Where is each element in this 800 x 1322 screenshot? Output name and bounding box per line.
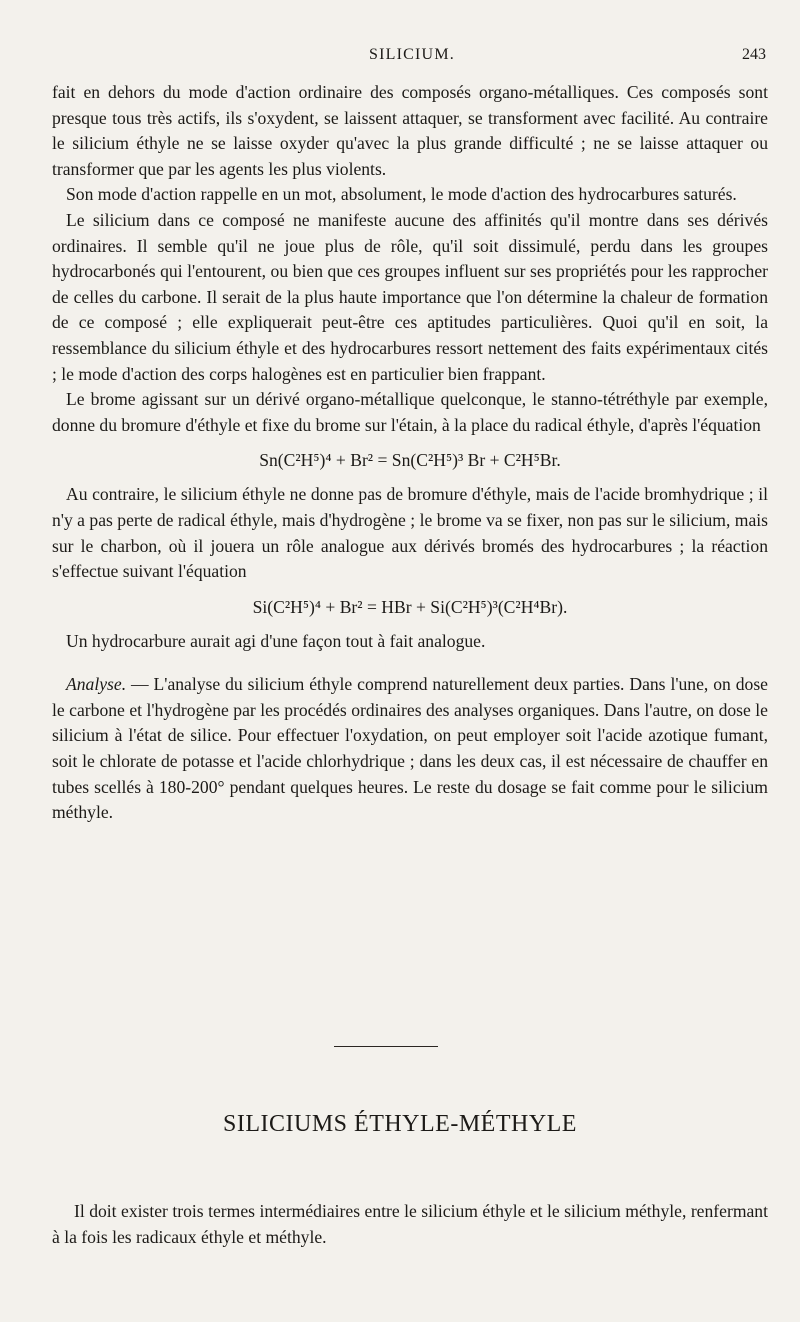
running-head — [52, 46, 772, 70]
body-text — [52, 80, 768, 826]
page-number: 243 — [742, 46, 766, 63]
analysis-lead: Analyse. — [66, 674, 127, 695]
section-body — [52, 1198, 768, 1250]
equation-silicium-brome: Si(C²H⁵)⁴ + Br² = HBr + Si(C²H⁵)³(C²H⁴Br). — [252, 596, 568, 617]
paragraph-hydrocarbure-analogue: Un hydrocarbure aurait agi d'une façon tout à fait analogue. — [66, 630, 486, 651]
paragraph-silicium-affinites: Le silicium dans ce composé ne manifeste aucune des affinités qu'il montre dans ses dérivés ordinaires. Il semble qu'il ne joue plus de rôle, qu'il soit dissimulé, perdu dans les groupes hydrocarbonés qui l'entourent, ou bien que ces groupes influent sur ses propriétés pour les rapprocher de celles du carbone. Il serait de la plus haute importance que l'on détermine la chaleur de formation de ce composé ; elle expliquerait peut-être ces aptitudes particulières. Quoi qu'il en soit, la ressemblance du silicium éthyle et des hydrocarbures ressort nettement des faits expérimentaux cités ; le mode d'action des corps halogènes est en particulier bien frappant. — [52, 209, 768, 384]
section-heading: SILICIUMS ÉTHYLE-MÉTHYLE — [223, 1111, 577, 1137]
paragraph-brome: Le brome agissant sur un dérivé organo-métallique quelconque, le stanno-tétréthyle par exemple, donne du bromure d'éthyle et fixe du brome sur l'étain, à la place du radical éthyle, d'après l'équation — [52, 389, 768, 435]
paragraph-hydrocarbures: Son mode d'action rappelle en un mot, absolument, le mode d'action des hydrocarbures saturés. — [66, 184, 737, 205]
running-title: SILICIUM. — [369, 46, 455, 63]
analysis-text: — L'analyse du silicium éthyle comprend naturellement deux parties. Dans l'une, on dose le carbone et l'hydrogène par les procédés ordinaires des analyses organiques. Dans l'autre, on dose le silicium à l'état de silice. Pour effectuer l'oxydation, on peut employer soit l'acide azotique fumant, soit le chlorate de potasse et l'acide chlorhydrique ; dans les deux cas, il est nécessaire de chauffer en tubes scellés à 180-200° pendant quelques heures. Le reste du dosage se fait comme pour le silicium méthyle. — [52, 674, 768, 823]
paragraph-analyse — [52, 672, 768, 826]
equation-stanno: Sn(C²H⁵)⁴ + Br² = Sn(C²H⁵)³ Br + C²H⁵Br. — [259, 450, 561, 471]
section-divider — [334, 1046, 438, 1047]
paragraph-continuation: fait en dehors du mode d'action ordinaire des composés organo-métalliques. Ces composés sont presque tous très actifs, ils s'oxydent, se laissent attaquer, se transforment avec facilité. Au contraire le silicium éthyle ne se laisse oxyder qu'avec la plus grande difficulté ; ne se laisse attaquer ou transformer que par les agents les plus violents. — [52, 82, 768, 179]
section-paragraph: Il doit exister trois termes intermédiaires entre le silicium éthyle et le silicium méthyle, renfermant à la fois les radicaux éthyle et méthyle. — [52, 1201, 768, 1247]
paragraph-au-contraire: Au contraire, le silicium éthyle ne donne pas de bromure d'éthyle, mais de l'acide bromhydrique ; il n'y a pas perte de radical éthyle, mais d'hydrogène ; le brome va se fixer, non pas sur le silicium, mais sur le charbon, où il jouera un rôle analogue aux dérivés bromés des hydrocarbures ; la réaction s'effectue suivant l'équation — [52, 484, 768, 582]
